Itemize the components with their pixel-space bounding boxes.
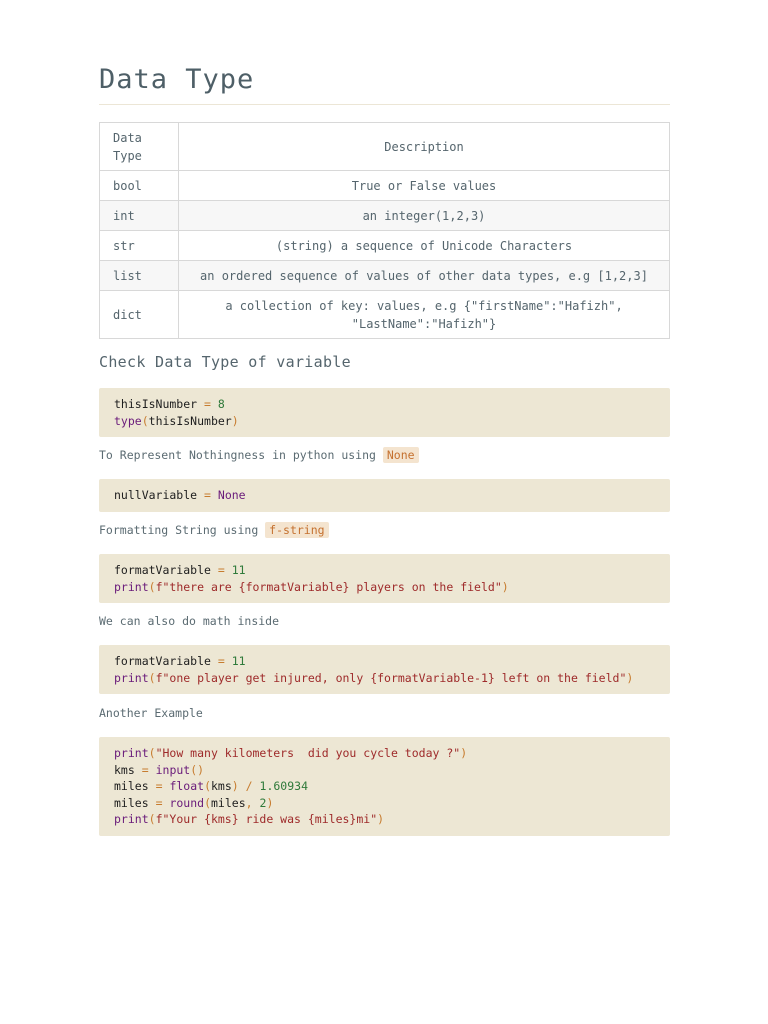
code-token: = [155,779,163,793]
table-row [100,231,670,261]
code-token: = [217,654,225,668]
table-cell-type: bool [100,171,179,201]
inline-code: None [383,447,419,463]
code-token: = [204,397,211,411]
code-token: thisIsNumber [114,397,198,411]
code-block-fstring: formatVariable = 11 print(f"there are {formatVariable} players on the field") [99,554,670,603]
table-header-description: Description [179,123,670,171]
paragraph-none [99,448,419,462]
table-cell-description: True or False values [179,171,670,201]
description-line: "LastName":"Hafizh"} [351,316,497,331]
code-token: thisIsNumber [148,413,232,428]
table-cell-description [179,291,670,339]
table-cell-type: int [100,201,179,231]
code-token: kms [211,779,232,793]
code-token: / [245,779,253,793]
section-heading: Check Data Type of variable [99,353,351,371]
code-token: input [155,762,191,777]
code-token: "How many kilometers did you cycle today ?" [155,746,461,760]
code-token: print [114,812,149,826]
table-cell-description: an integer(1,2,3) [179,201,670,231]
code-token: formatVariable [114,654,211,668]
code-token: 8 [217,397,225,411]
table-cell-description: (string) a sequence of Unicode Characters [179,231,670,261]
code-token: = [155,795,163,810]
page-title: Data Type [99,64,670,105]
code-token: type [114,413,142,428]
code-token: print [114,670,149,685]
paragraph-another: Another Example [99,706,203,720]
paragraph-text: Formatting String using [99,523,266,537]
code-token: f"there are {formatVariable} players on the field" [155,579,502,594]
code-token: round [169,795,205,810]
code-token: = [217,563,225,577]
code-block-math: formatVariable = 11 print(f"one player get injured, only {formatVariable-1} left on the field") [99,645,670,694]
code-block-type-check: thisIsNumber = 8 type(thisIsNumber) [99,388,670,437]
code-token: float [169,779,205,793]
code-token: kms [114,762,135,777]
table-cell-description: an ordered sequence of values of other data types, e.g [1,2,3] [179,261,670,291]
table-cell-type: dict [100,291,179,339]
code-block-null [99,479,670,512]
code-token: miles [114,795,149,810]
paragraph-math: We can also do math inside [99,614,280,628]
code-token: 1.60934 [259,779,308,793]
code-token: None [217,488,246,502]
code-block-example: print("How many kilometers did you cycle today ?") kms = input() miles = float(kms) / 1.60934 miles = round(miles, 2) print(f"Your {kms} ride was {miles}mi") [99,737,670,836]
code-token: print [114,746,149,760]
paragraph-text: To Represent Nothingness in python using [99,448,383,462]
table-row [100,291,670,339]
code-token: 2 [259,795,267,810]
code-token: miles [211,795,246,810]
table-row [100,201,670,231]
code-token: formatVariable [114,563,211,577]
data-type-table [99,122,670,339]
table-cell-type: str [100,231,179,261]
paragraph-fstring [99,523,329,537]
description-line: a collection of key: values, e.g {"firstName":"Hafizh", [225,298,623,313]
table-row [100,261,670,291]
code-token: 11 [231,563,246,577]
code-token: print [114,579,149,594]
code-token: f"Your {kms} ride was {miles}mi" [155,812,378,826]
code-token: , [245,795,253,810]
table-row [100,171,670,201]
inline-code: f-string [265,522,328,538]
table-header-data-type: Data Type [100,123,179,171]
code-token: = [141,762,149,777]
code-token: miles [114,779,149,793]
code-token: nullVariable [114,488,198,502]
code-token: = [204,488,211,502]
table-cell-type: list [100,261,179,291]
code-token: 11 [231,654,246,668]
code-token: f"one player get injured, only {formatVariable-1} left on the field" [155,670,627,685]
